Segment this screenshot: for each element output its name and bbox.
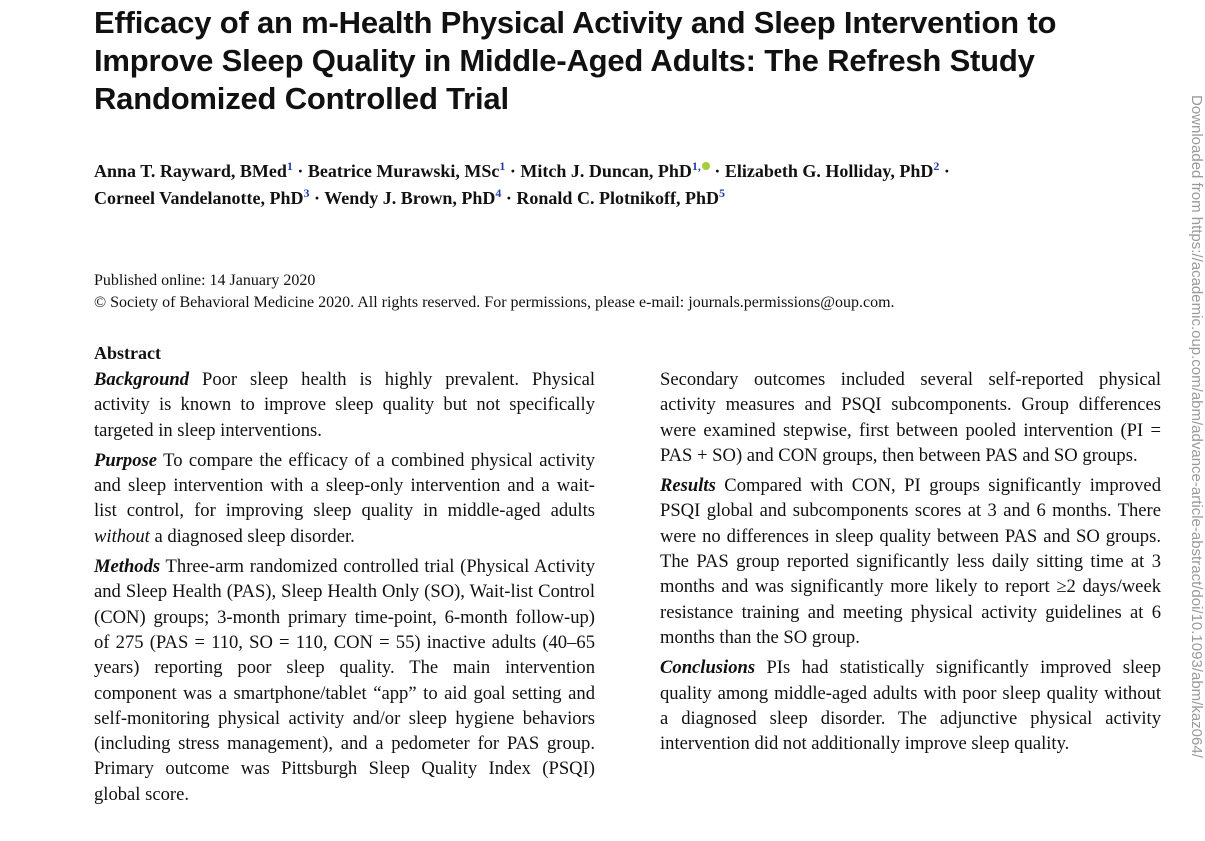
published-date: Published online: 14 January 2020: [94, 272, 316, 289]
author-name: Anna T. Rayward, BMed: [94, 161, 287, 181]
author-name: Corneel Vandelanotte, PhD: [94, 188, 304, 208]
author-name: Ronald C. Plotnikoff, PhD: [516, 188, 719, 208]
abstract-heading: Abstract: [94, 343, 161, 363]
purpose-label: Purpose: [94, 449, 158, 471]
download-watermark: Downloaded from https://academic.oup.com/abm/advance-article-abstract/doi/10.1093/abm/kaz064/: [1188, 95, 1205, 758]
affiliation-marker[interactable]: 1,: [691, 159, 701, 173]
affiliation-marker[interactable]: 5: [718, 186, 725, 200]
background-label: Background: [94, 369, 190, 390]
conclusions-text: PIs had statistically significantly improved sleep quality among middle-aged adults with poor sleep quality without a diagnosed sleep disorder. The adjunctive physical activity intervention did not additionally improve sleep quality.: [660, 657, 1161, 755]
affiliation-marker[interactable]: 1: [286, 159, 293, 173]
secondary-outcomes-paragraph: Secondary outcomes included several self-reported physical activity measures and PSQI subcomponents. Group differences were examined stepwise, first between pooled intervention (PI = PAS + SO) and CON groups, then between PAS and SO groups.: [660, 369, 1161, 466]
purpose-text: To compare the efficacy of a combined physical activity and sleep intervention with a sleep-only intervention and a wait-list control, for improving sleep quality in middle-aged adults: [94, 449, 595, 522]
author-name: Elizabeth G. Holliday, PhD: [724, 161, 934, 181]
affiliation-marker[interactable]: 1: [499, 159, 506, 173]
affiliation-marker[interactable]: 4: [495, 186, 502, 200]
author-name: Mitch J. Duncan, PhD: [520, 161, 692, 181]
results-paragraph: [660, 473, 1161, 650]
paper-title: Efficacy of an m-Health Physical Activity and Sleep Intervention to Improve Sleep Quality in Middle-Aged Adults: The Refresh Study Randomized Controlled Trial: [94, 5, 1057, 116]
conclusions-label: Conclusions: [660, 657, 756, 679]
purpose-text-end: a diagnosed sleep disorder.: [149, 525, 355, 547]
author-name: Beatrice Murawski, MSc: [307, 161, 500, 181]
abstract-column-left: [94, 367, 595, 812]
conclusions-paragraph: [660, 655, 1161, 756]
purpose-emphasis: without: [94, 525, 150, 547]
background-text: Poor sleep health is highly prevalent. Physical activity is known to improve sleep quality but not specifically targeted in sleep interventions.: [94, 369, 595, 441]
orcid-icon[interactable]: [702, 162, 710, 170]
affiliation-marker[interactable]: 2: [933, 159, 940, 173]
purpose-paragraph: [94, 448, 595, 549]
copyright-notice: © Society of Behavioral Medicine 2020. All rights reserved. For permissions, please e-mail: journals.permissions@oup.com.: [94, 294, 895, 311]
results-label: Results: [660, 475, 716, 497]
methods-label: Methods: [94, 556, 161, 578]
methods-paragraph: [94, 554, 595, 807]
background-paragraph: [94, 367, 595, 443]
author-list: Anna T. Rayward, BMed$^1$ · Beatrice Murawski, MSc$^1$ · Mitch J. Duncan, PhD$^{1,}$ · Elizabeth G. Holliday, PhD$^2$ · Corneel Vandelanotte, PhD$^3$ · Wendy J. Brown, PhD$^4$ · Ronald C. Plotnikoff, PhD$^5$: [94, 159, 950, 208]
abstract-column-right: [660, 367, 1161, 761]
results-text: Compared with CON, PI groups significantly improved PSQI global and subcomponents scores at 3 and 6 months. There were no differences in sleep quality between PAS and SO groups. The PAS group reported significantly less daily sitting time at 3 months and was significantly more likely to report ≥2 days/week resistance training and meeting physical activity guidelines at 6 months than the SO group.: [660, 475, 1161, 648]
author-name: Wendy J. Brown, PhD: [324, 188, 496, 208]
publication-info: [94, 270, 1154, 314]
affiliation-marker[interactable]: 3: [303, 186, 310, 200]
methods-text: Three-arm randomized controlled trial (Physical Activity and Sleep Health (PAS), Sleep Health Only (SO), Wait-list Control (CON) groups; 3-month primary time-point, 6-month follow-up) of 275 (PAS = 110, SO = 110, CON = 55) inactive adults (40–65 years) reporting poor sleep quality. The main intervention component was a smartphone/tablet “app” to aid goal setting and self-monitoring physical activity and/or sleep hygiene behaviors (including stress management), and a pedometer for PAS group. Primary outcome was Pittsburgh Sleep Quality Index (PSQI) global score.: [94, 556, 595, 805]
